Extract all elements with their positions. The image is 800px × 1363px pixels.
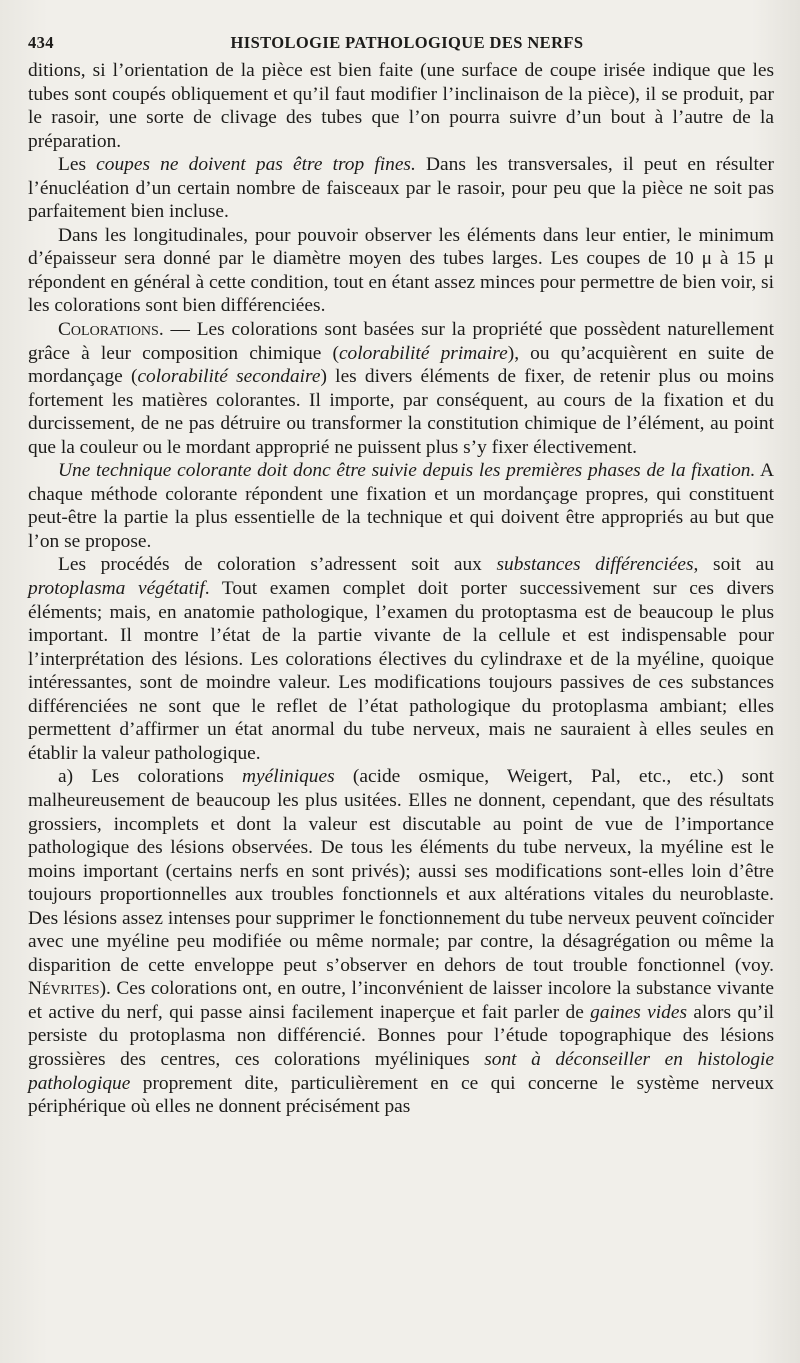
italic-text: Une technique colorante doit donc être suivie depuis les premières phases de la fixation. xyxy=(58,460,756,482)
smallcaps-text: Colorations. xyxy=(58,319,164,341)
italic-text: myéliniques xyxy=(242,766,335,788)
italic-text: sont à déconseiller en histologie pathologique xyxy=(28,1048,775,1094)
text-run: ). Ces colorations ont, en outre, l’inconvénient de laisser incolore la substance vivante et active du nerf, qui passe ainsi facilement inaperçue et fait parler de xyxy=(28,978,774,1023)
body-text xyxy=(28,59,774,1119)
running-title: HISTOLOGIE PATHOLOGIQUE DES NERFS xyxy=(230,33,584,52)
text-run: Dans les transversales, il peut en résulter l’énucléation d’un certain nombre de faisceaux par le rasoir, pour peu que la pièce ne soit pas parfaitement bien incluse. xyxy=(28,154,774,223)
text-run: (acide osmique, Weigert, Pal, etc., etc.) sont malheureusement de beaucoup les plus usitées. Elles ne donnent, cependant, que des résultats grossiers, incomplets et dont la valeur est discutable au point de vue de l’importance pathologique des lésions observées. De tous les éléments du tube nerveux, la myéline est le moins important (certains nerfs en sont privés); aussi ses modifications sont-elles loin d’être toujours proportionnelles aux troubles fonctionnels et aux altérations vitales du neuroblaste. Des lésions assez intenses pour supprimer le fonctionnement du tube nerveux peuvent coïncider avec une myéline peu modifiée ou même normale; par contre, la désagrégation ou même la disparition de cette enveloppe peut s’observer en dehors de tout trouble fonctionnel (voy. xyxy=(28,766,774,976)
text-run: Les procédés de coloration s’adressent soit aux xyxy=(58,554,497,576)
text-run: Les xyxy=(58,154,97,176)
text-run: ) les divers éléments de fixer, de retenir plus ou moins fortement les matières colorantes. Il importe, par conséquent, au cours de la fixation et du durcissement, de ne pas détruire ou transformer la constitution chimique de l’élément, au point que la couleur ou le mordant approprié ne puissent plus s’y fixer électivement. xyxy=(28,366,775,458)
italic-text: gaines vides xyxy=(590,1001,687,1023)
paragraph xyxy=(28,153,774,224)
text-run: , soit au xyxy=(693,554,774,576)
italic-text: coupes ne doivent pas être trop fines. xyxy=(96,154,416,176)
paragraph xyxy=(28,224,774,318)
paragraph xyxy=(28,765,774,1118)
page-number: 434 xyxy=(28,33,54,52)
paragraph xyxy=(28,553,774,765)
paragraph xyxy=(28,59,774,153)
italic-text: colorabilité secondaire xyxy=(137,366,321,388)
italic-text: protoplasma végétatif xyxy=(28,578,205,600)
smallcaps-text: Névrites xyxy=(28,978,100,1000)
page-header xyxy=(28,29,774,59)
text-run: alors qu’il persiste du protoplasma non différencié. Bonnes pour l’étude topographique des lésions grossières des centres, ces colorations myéliniques xyxy=(28,1001,775,1070)
text-run: A chaque méthode colorante répondent une fixation et un mordançage propres, qui constituent peut-être la partie la plus essentielle de la technique et qui doivent être appropriés au but que l’on se propose. xyxy=(28,460,775,552)
paragraph xyxy=(28,318,774,459)
text-run: a) Les colorations xyxy=(58,766,243,788)
text-run: ditions, si l’orientation de la pièce est bien faite (une surface de coupe irisée indique que les tubes sont coupés obliquement et qu’il faut modifier l’inclinaison de la pièce), il se produit, par le rasoir, une sorte de clivage des tubes que l’on pourra suivre d’un bout à l’autre de la préparation. xyxy=(28,60,774,152)
text-run: . Tout examen complet doit porter successivement sur ces divers éléments; mais, en anatomie pathologique, l’examen du protoptasma est de beaucoup le plus important. Il montre l’état de la partie vivante de la cellule et est indispensable pour l’interprétation des lésions. Les colorations électives du cylindraxe et de la myéline, quoique intéressantes, sont de moindre valeur. Les modifications toujours passives de ces substances différenciées ne sont que le reflet de l’état pathologique du protoplasma ambiant; elles permettent d’affirmer un état anormal du tube nerveux, mais ne sauraient à elles seules en établir la valeur pathologique. xyxy=(28,578,774,764)
text-run: ), ou qu’acquièrent en suite de mordançage ( xyxy=(28,342,774,388)
italic-text: substances différenciées xyxy=(496,554,694,576)
text-run: proprement dite, particulièrement en ce qui concerne le système nerveux périphérique où elles ne donnent précisément pas xyxy=(28,1072,774,1118)
italic-text: colorabilité primaire xyxy=(338,342,508,364)
text-run: Dans les longitudinales, pour pouvoir observer les éléments dans leur entier, le minimum d’épaisseur sera donné par le diamètre moyen des tubes larges. Les coupes de 10 μ à 15 μ répondent en général à cette condition, tout en étant assez minces pour permettre de bien voir, si les colorations sont bien différenciées. xyxy=(28,224,774,317)
text-run: — Les colorations sont basées sur la propriété que possèdent naturellement grâce à leur composition chimique ( xyxy=(28,319,774,364)
paragraph xyxy=(28,459,774,553)
